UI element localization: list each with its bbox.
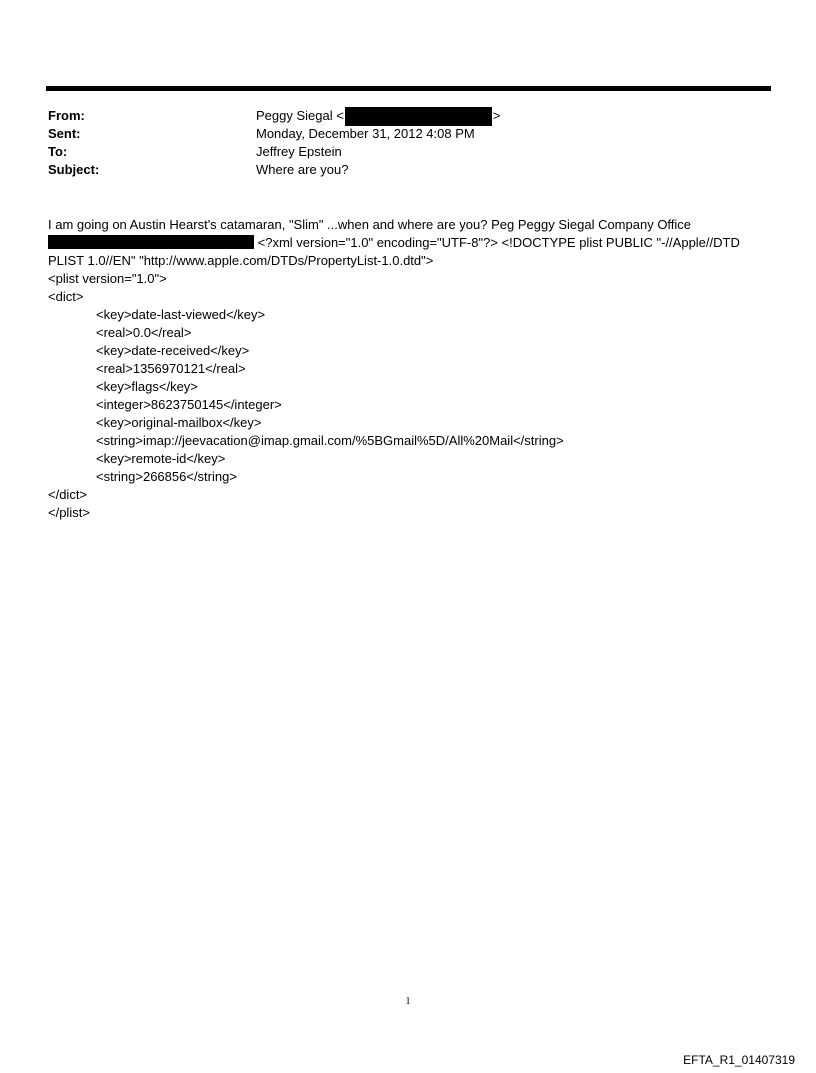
subject-row bbox=[48, 161, 500, 179]
from-open-bracket: < bbox=[336, 108, 344, 123]
from-value bbox=[256, 107, 500, 125]
to-label: To: bbox=[48, 144, 68, 159]
body-line: <dict> bbox=[48, 289, 84, 304]
plist-entry: <key>date-last-viewed</key> bbox=[96, 307, 266, 322]
plist-entry: <key>date-received</key> bbox=[96, 343, 250, 358]
sent-value: Monday, December 31, 2012 4:08 PM bbox=[256, 126, 475, 141]
body-line: I am going on Austin Hearst's catamaran, "Slim" ...when and where are you? Peg Peggy Siegal Company Office bbox=[48, 217, 692, 232]
plist-entry: <integer>8623750145</integer> bbox=[96, 397, 282, 412]
plist-entry: <key>flags</key> bbox=[96, 379, 198, 394]
page-number: 1 bbox=[405, 996, 411, 1007]
to-row bbox=[48, 143, 500, 161]
document-id: EFTA_R1_01407319 bbox=[683, 1053, 795, 1067]
redaction-box bbox=[345, 107, 492, 126]
subject-label: Subject: bbox=[48, 162, 100, 177]
plist-entry: <real>0.0</real> bbox=[96, 325, 192, 340]
body-line bbox=[48, 234, 778, 252]
plist-entry: <key>original-mailbox</key> bbox=[96, 415, 262, 430]
plist-entry: <string>266856</string> bbox=[96, 469, 237, 484]
body-line: </plist> bbox=[48, 505, 90, 520]
email-body bbox=[48, 216, 778, 522]
plist-entry: <key>remote-id</key> bbox=[96, 451, 226, 466]
email-header bbox=[48, 107, 500, 179]
from-close-bracket: > bbox=[492, 108, 501, 123]
body-line: <plist version="1.0"> bbox=[48, 271, 167, 286]
from-name: Peggy Siegal bbox=[256, 108, 333, 123]
sent-row bbox=[48, 125, 500, 143]
sent-label: Sent: bbox=[48, 126, 81, 141]
header-rule bbox=[46, 86, 771, 91]
xml-declaration: <?xml version="1.0" encoding="UTF-8"?> <!DOCTYPE plist PUBLIC "-//Apple//DTD bbox=[257, 235, 740, 250]
plist-entry: <real>1356970121</real> bbox=[96, 361, 246, 376]
from-row bbox=[48, 107, 500, 125]
to-value: Jeffrey Epstein bbox=[256, 144, 342, 159]
body-line: PLIST 1.0//EN" "http://www.apple.com/DTDs/PropertyList-1.0.dtd"> bbox=[48, 253, 434, 268]
from-label: From: bbox=[48, 108, 85, 123]
body-line: </dict> bbox=[48, 487, 88, 502]
plist-entry: <string>imap://jeevacation@imap.gmail.com/%5BGmail%5D/All%20Mail</string> bbox=[96, 433, 564, 448]
subject-value: Where are you? bbox=[256, 162, 349, 177]
redaction-box bbox=[48, 235, 254, 249]
